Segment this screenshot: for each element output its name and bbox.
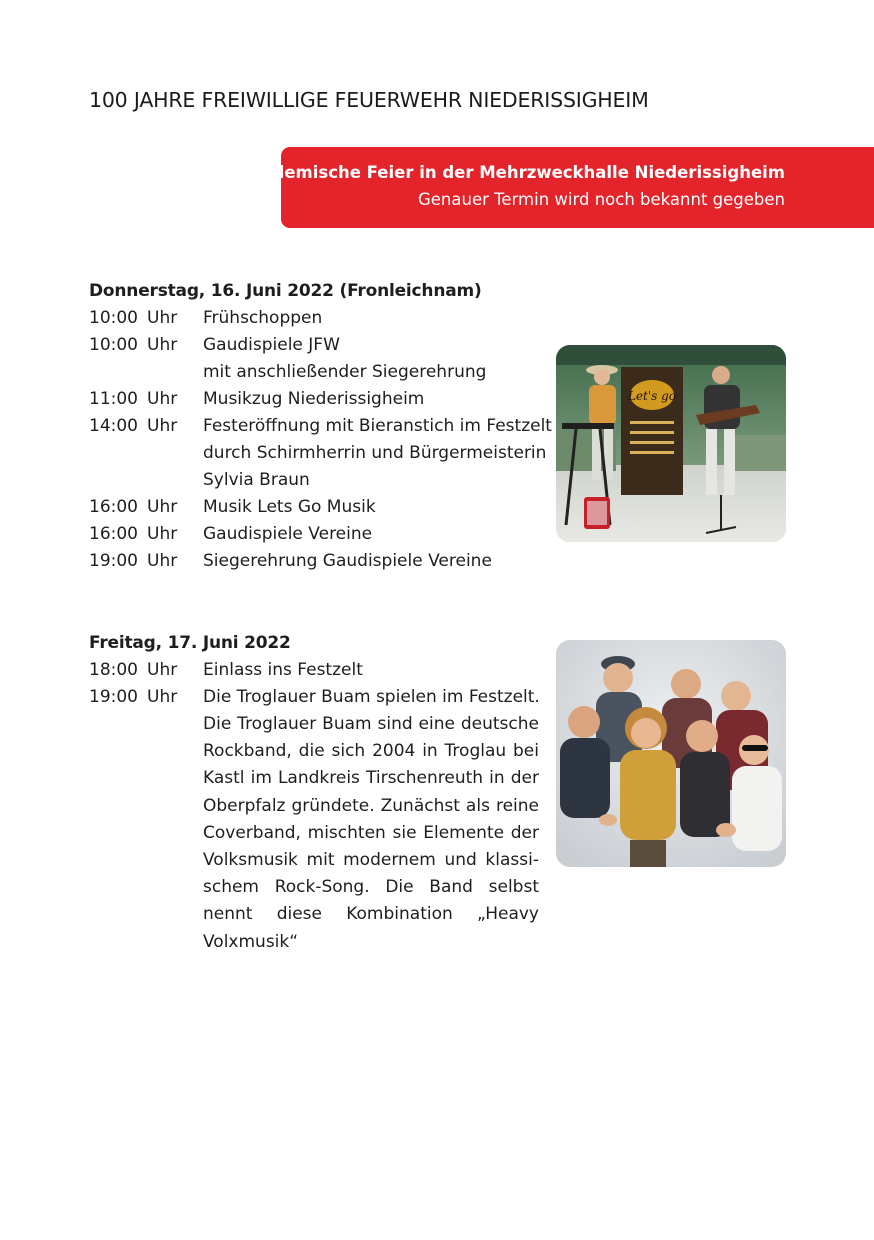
event-unit: Uhr bbox=[147, 551, 178, 571]
event-description: Gaudispiele Vereine bbox=[203, 524, 373, 544]
banner-subline: Genauer Termin wird noch bekannt gegeben bbox=[417, 190, 785, 209]
event-unit: Uhr bbox=[147, 497, 178, 517]
event-unit: Uhr bbox=[147, 660, 178, 680]
event-time: 19:00 bbox=[89, 551, 138, 571]
event-description: Einlass ins Festzelt bbox=[203, 660, 363, 680]
band-description: Die Troglauer Buam sind eine deutsche Rockband, die sich 2004 in Troglau bei Kastl im Landkreis Tirschenreuth in der Oberpfalz gründete. Zunächst als reine Coverband, mischten sie Elemente der Volksmusik mit modernem und klassischem Rock-Song. Die Band selbst nennt diese Kombination „Heavy Volxmusik“ bbox=[203, 714, 539, 952]
event-description: durch Schirmherrin und Bürgermeisterin bbox=[203, 443, 547, 463]
day-heading: Donnerstag, 16. Juni 2022 (Fronleichnam) bbox=[89, 281, 482, 301]
announcement-banner bbox=[237, 147, 874, 228]
band-group-photo bbox=[556, 640, 786, 867]
event-description: Siegerehrung Gaudispiele Vereine bbox=[203, 551, 492, 571]
event-time: 19:00 bbox=[89, 687, 138, 707]
event-time: 16:00 bbox=[89, 524, 138, 544]
event-description: Musikzug Niederissigheim bbox=[203, 389, 425, 409]
event-time: 10:00 bbox=[89, 335, 138, 355]
event-description: Gaudispiele JFW bbox=[203, 335, 340, 355]
event-time: 18:00 bbox=[89, 660, 138, 680]
event-unit: Uhr bbox=[147, 416, 178, 436]
banner-headline: Akademische Feier in der Mehrzweckhalle Niederissigheim bbox=[237, 163, 785, 182]
event-unit: Uhr bbox=[147, 389, 178, 409]
event-unit: Uhr bbox=[147, 335, 178, 355]
band-stage-photo bbox=[556, 345, 786, 542]
event-time: 11:00 bbox=[89, 389, 138, 409]
event-unit: Uhr bbox=[147, 308, 178, 328]
event-description: Die Troglauer Buam spielen im Festzelt. bbox=[203, 687, 540, 707]
event-description: Musik Lets Go Musik bbox=[203, 497, 376, 517]
event-description: Frühschoppen bbox=[203, 308, 323, 328]
event-unit: Uhr bbox=[147, 687, 178, 707]
event-time: 14:00 bbox=[89, 416, 138, 436]
band-banner-text: Let's go bbox=[627, 389, 677, 403]
event-unit: Uhr bbox=[147, 524, 178, 544]
page-title: 100 JAHRE FREIWILLIGE FEUERWEHR NIEDERISSIGHEIM bbox=[89, 88, 649, 112]
day-heading: Freitag, 17. Juni 2022 bbox=[89, 633, 291, 653]
event-time: 16:00 bbox=[89, 497, 138, 517]
event-description: Sylvia Braun bbox=[203, 470, 310, 490]
event-time: 10:00 bbox=[89, 308, 138, 328]
event-description: mit anschließender Siegerehrung bbox=[203, 362, 487, 382]
event-description: Festeröffnung mit Bieranstich im Festzelt bbox=[203, 416, 552, 436]
